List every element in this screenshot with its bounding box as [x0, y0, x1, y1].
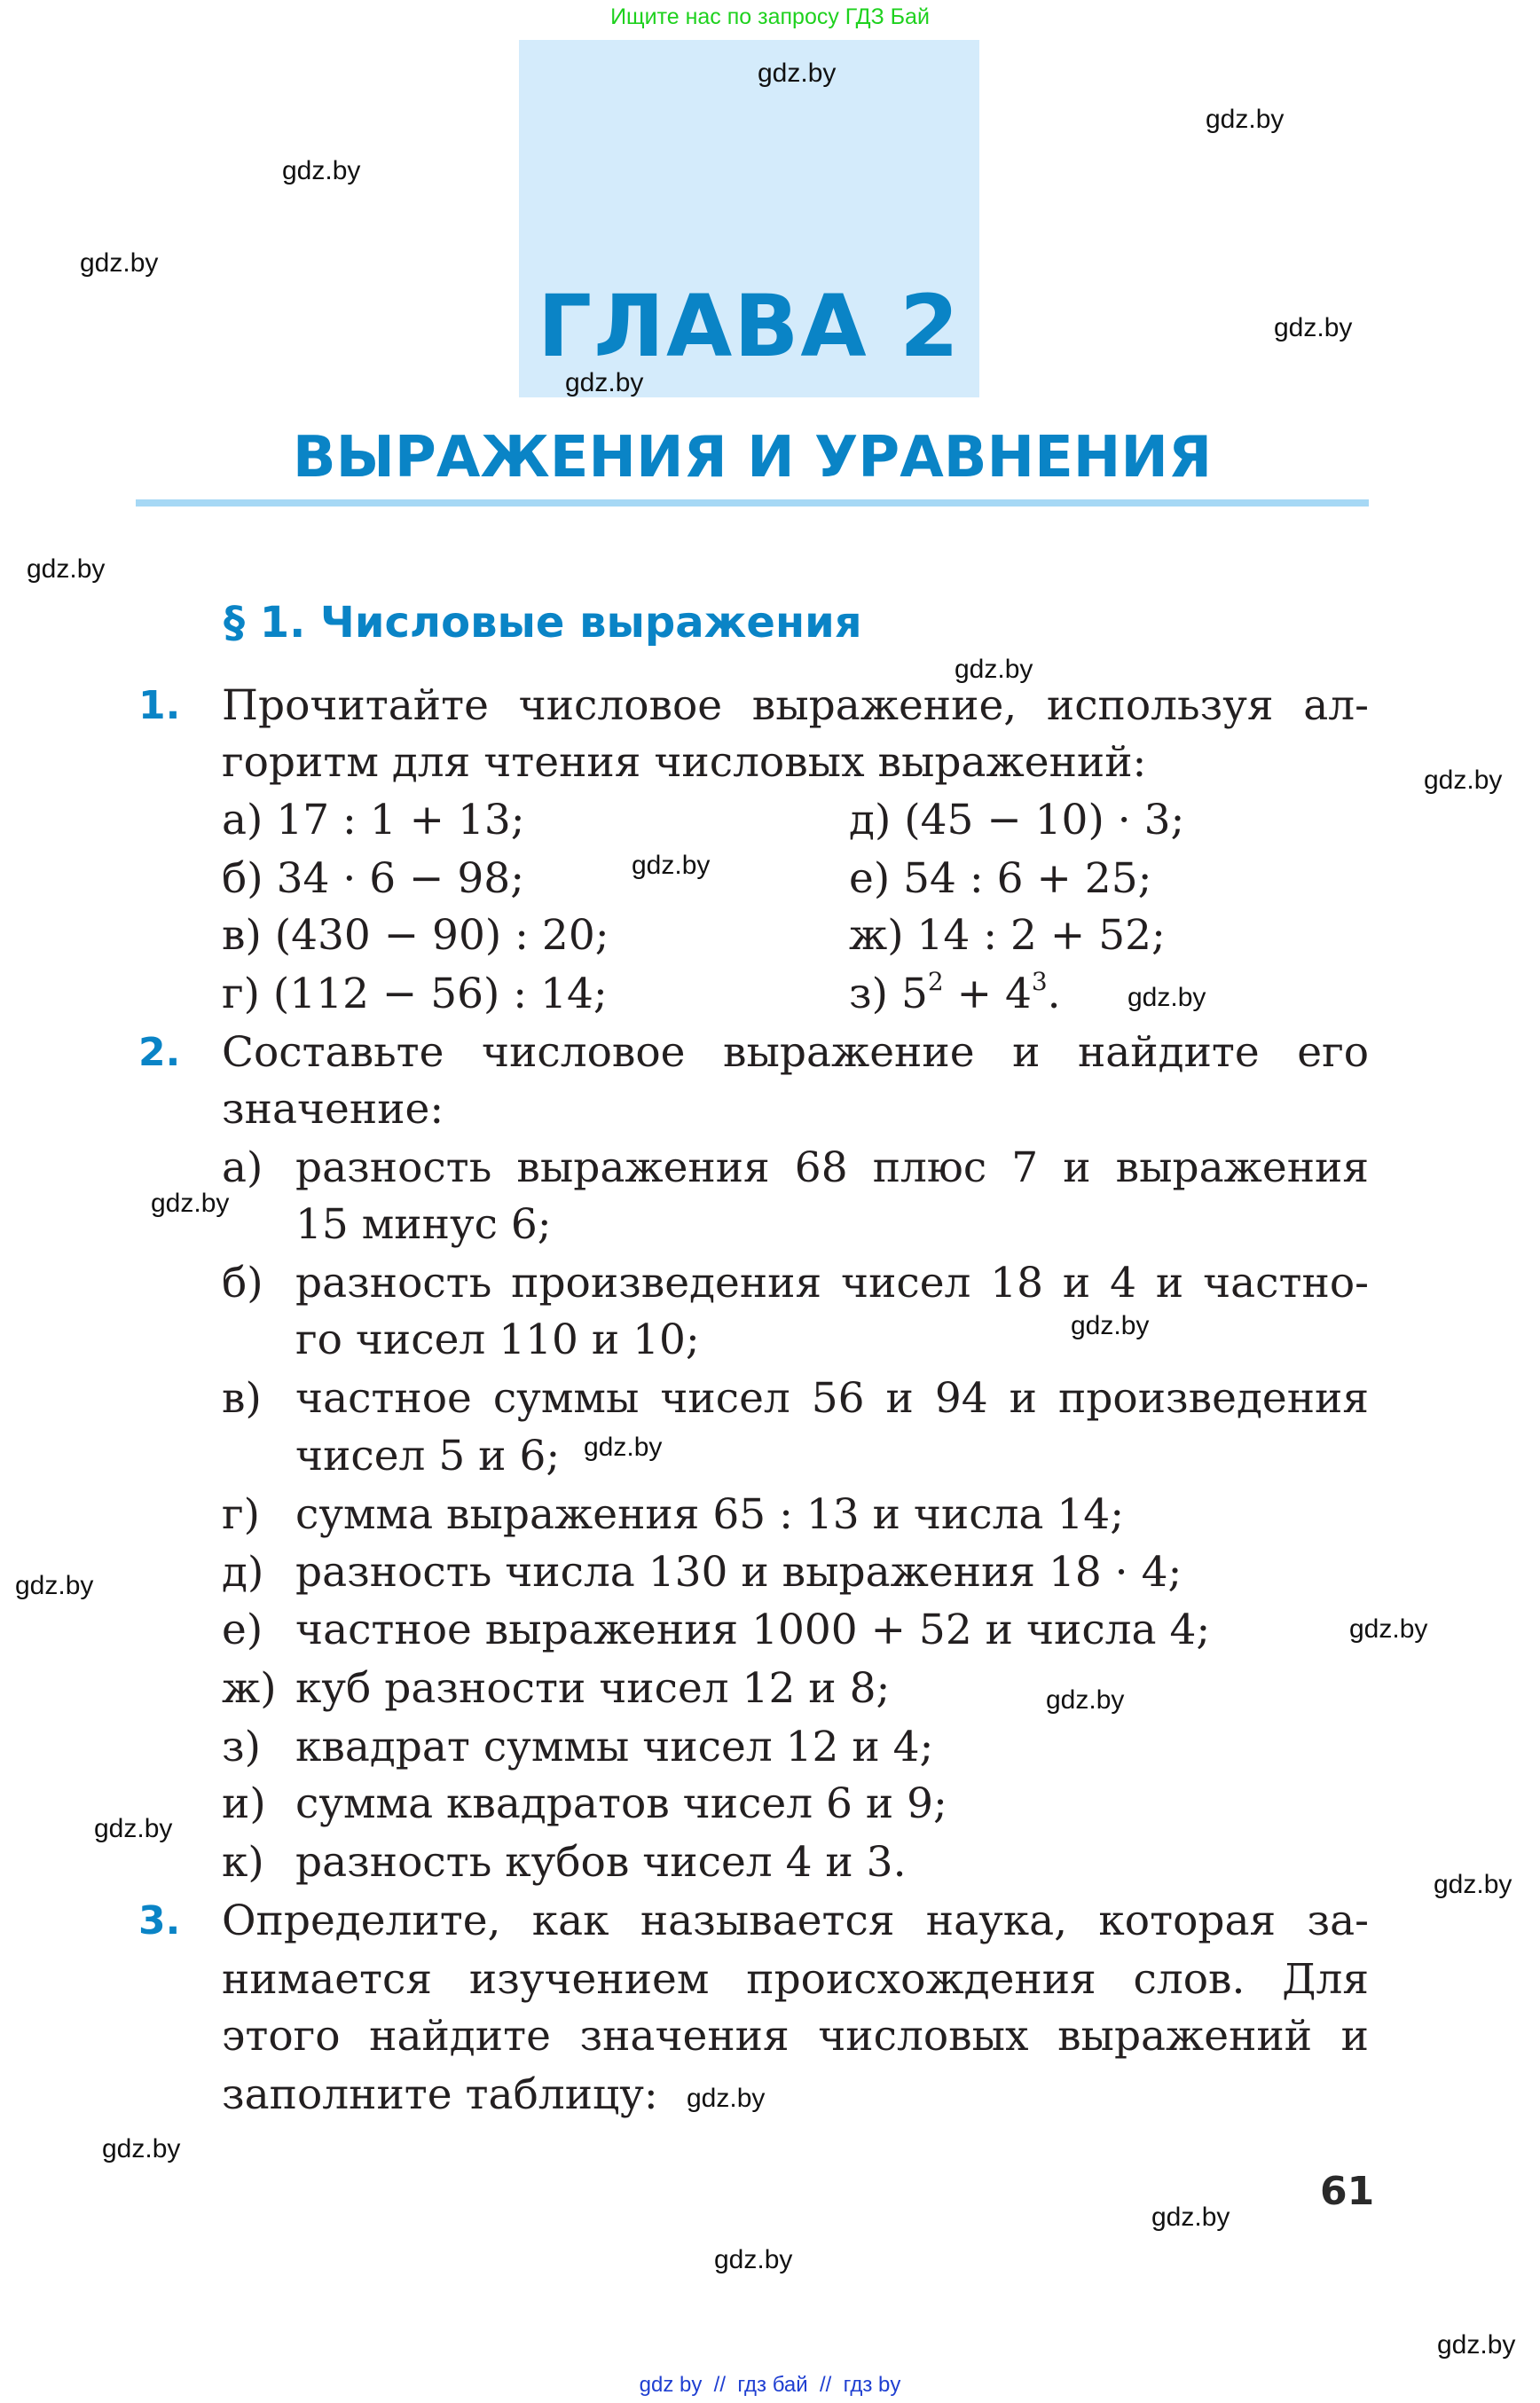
sub-item: [0, 1486, 1540, 1543]
item-label: е): [222, 1606, 263, 1654]
item-label: в): [222, 1374, 262, 1423]
watermark: gdz.by: [80, 248, 159, 278]
task-text-line: Составьте числовое выражение и найдите его: [222, 1028, 1369, 1077]
watermark: gdz.by: [15, 1571, 94, 1600]
sub-item: [0, 1370, 1540, 1485]
operator: +: [943, 970, 1005, 1018]
item-text: разность произведения чисел 18 и 4 и частно-: [295, 1259, 1369, 1308]
watermark: gdz.by: [1424, 766, 1503, 795]
sub-item: [0, 1718, 1540, 1776]
task-text-line: этого найдите значения числовых выражений и: [222, 2012, 1369, 2061]
item-expression: (430 − 90) : 20;: [274, 911, 609, 960]
item-label: к): [222, 1838, 264, 1887]
expression-item: [849, 907, 1166, 964]
watermark: gdz.by: [1434, 1870, 1512, 1899]
chapter-title: ГЛАВА 2: [538, 277, 961, 376]
expression-item: [222, 850, 524, 907]
item-text: квадрат суммы чисел 12 и 4;: [295, 1723, 934, 1771]
task-text-line: заполните таблицу:: [222, 2070, 658, 2119]
watermark: gdz.by: [1151, 2203, 1230, 2232]
item-label: и): [222, 1779, 266, 1828]
task-text-line: нимается изучением происхождения слов. Для: [222, 1955, 1369, 2004]
item-text: частное суммы чисел 56 и 94 и произведения: [295, 1374, 1369, 1423]
watermark: gdz.by: [151, 1189, 230, 1218]
item-expression: 34 · 6 − 98;: [276, 854, 525, 903]
item-label: ж): [849, 911, 904, 960]
section-heading: § 1. Числовые выражения: [224, 598, 862, 648]
watermark: gdz.by: [1206, 105, 1285, 134]
item-label: а): [222, 796, 263, 844]
sub-item: [0, 1254, 1540, 1370]
item-label: в): [222, 911, 262, 960]
watermark: gdz.by: [102, 2134, 181, 2163]
task-text-line: Определите, как называется наука, которая за-: [222, 1896, 1369, 1945]
chapter-subtitle: ВЫРАЖЕНИЯ И УРАВНЕНИЯ: [292, 425, 1213, 491]
expression-item: [222, 965, 608, 1023]
item-text: го чисел 110 и 10;: [295, 1315, 700, 1364]
item-text: частное выражения 1000 + 52 и числа 4;: [295, 1606, 1211, 1654]
item-expression: (45 − 10) · 3;: [904, 796, 1185, 844]
item-label: г): [222, 1490, 260, 1539]
chapter-divider: [136, 499, 1369, 507]
watermark: gdz.by: [1046, 1685, 1125, 1715]
item-label: а): [222, 1143, 263, 1192]
item-label: б): [222, 1259, 263, 1308]
sub-item: [0, 1139, 1540, 1254]
item-label: ж): [222, 1664, 277, 1713]
item-label: е): [849, 854, 891, 903]
task-number: 3.: [138, 1898, 181, 1944]
footer-links[interactable]: gdz by // гдз бай // гдз by: [639, 2373, 901, 2397]
expression-item: [222, 907, 609, 964]
watermark: gdz.by: [1128, 983, 1206, 1012]
expression-item: [849, 791, 1184, 849]
item-text: сумма квадратов чисел 6 и 9;: [295, 1779, 947, 1828]
exponent: 3: [1031, 967, 1048, 996]
watermark: gdz.by: [27, 554, 106, 584]
item-text: разность выражения 68 плюс 7 и выражения: [295, 1143, 1369, 1192]
watermark: gdz.by: [94, 1814, 173, 1843]
watermark: gdz.by: [955, 655, 1033, 684]
item-text: 15 минус 6;: [295, 1200, 552, 1249]
expression-item: [849, 850, 1151, 907]
task-number: 1.: [138, 683, 181, 728]
base: 4: [1004, 970, 1032, 1018]
watermark: gdz.by: [282, 156, 361, 185]
expression-item: [849, 965, 1061, 1023]
item-expression: 17 : 1 + 13;: [276, 796, 525, 844]
expression-item: [222, 791, 525, 849]
item-text: разность кубов чисел 4 и 3.: [295, 1838, 907, 1887]
item-text: разность числа 130 и выражения 18 · 4;: [295, 1548, 1182, 1597]
item-text: сумма выражения 65 : 13 и числа 14;: [295, 1490, 1125, 1539]
item-label: д): [222, 1548, 264, 1597]
item-label: г): [222, 970, 260, 1018]
watermark: gdz.by: [584, 1433, 663, 1462]
watermark: gdz.by: [1274, 313, 1353, 342]
sub-item: [0, 1660, 1540, 1717]
item-expression: 54 : 6 + 25;: [903, 854, 1152, 903]
item-label: з): [222, 1723, 261, 1771]
item-label: б): [222, 854, 263, 903]
watermark: gdz.by: [758, 59, 837, 88]
item-text: куб разности чисел 12 и 8;: [295, 1664, 891, 1713]
sub-item: [0, 1543, 1540, 1601]
task-text-line: горитм для чтения числовых выражений:: [222, 738, 1147, 787]
base: 5: [900, 970, 928, 1018]
watermark: gdz.by: [1437, 2330, 1516, 2360]
task-text-line: Прочитайте числовое выражение, используя ал-: [222, 681, 1369, 730]
watermark: gdz.by: [687, 2084, 766, 2113]
sub-item: [0, 1601, 1540, 1659]
sub-item: [0, 1834, 1540, 1891]
task-text-line: значение:: [222, 1085, 444, 1134]
watermark: gdz.by: [1071, 1311, 1150, 1340]
watermark: gdz.by: [632, 851, 711, 880]
watermark: gdz.by: [1349, 1614, 1428, 1644]
search-banner: Ищите нас по запросу ГДЗ Бай: [610, 4, 930, 29]
item-label: д): [849, 796, 892, 844]
task-number: 2.: [138, 1030, 181, 1075]
exponent: 2: [927, 967, 944, 996]
watermark: gdz.by: [565, 368, 644, 397]
item-expression: (112 − 56) : 14;: [272, 970, 608, 1018]
page-number: 61: [1320, 2169, 1375, 2214]
terminator: .: [1047, 970, 1061, 1018]
item-expression: 14 : 2 + 52;: [916, 911, 1166, 960]
item-label: з): [849, 970, 888, 1018]
item-text: чисел 5 и 6;: [295, 1432, 561, 1480]
sub-item: [0, 1775, 1540, 1833]
watermark: gdz.by: [714, 2245, 793, 2274]
